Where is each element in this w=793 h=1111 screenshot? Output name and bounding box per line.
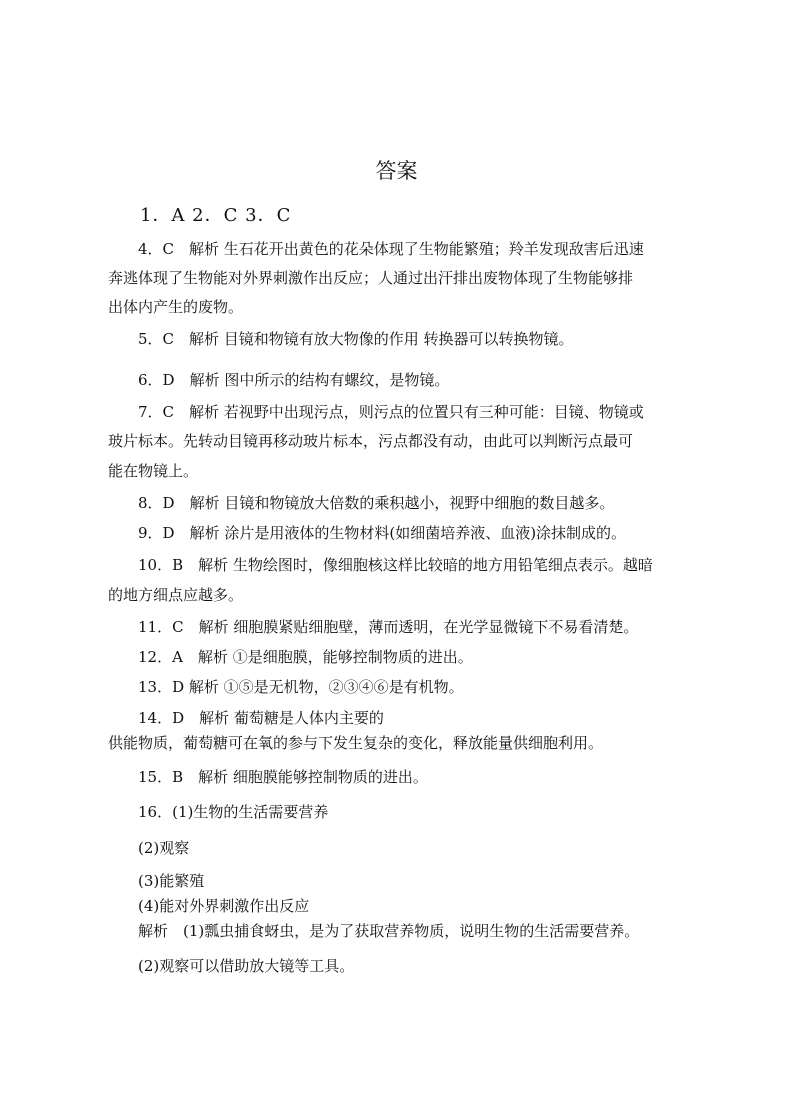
answer-14-cont: 供能物质，葡萄糖可在氧的参与下发生复杂的变化，释放能量供细胞利用。	[108, 734, 604, 752]
answer-8: 8．D 解析 目镜和物镜放大倍数的乘积越小，视野中细胞的数目越多。	[138, 494, 615, 512]
answer-7: 7．C 解析 若视野中出现污点，则污点的位置只有三种可能：目镜、物镜或	[138, 403, 644, 421]
answer-16: 16．(1)生物的生活需要营养	[138, 803, 329, 821]
answer-6: 6．D 解析 图中所示的结构有螺纹，是物镜。	[138, 371, 450, 389]
answer-14: 14．D 解析 葡萄糖是人体内主要的	[138, 709, 384, 727]
page-title: 答案	[375, 159, 418, 183]
answer-16-explanation: 解析 (1)瓢虫捕食蚜虫，是为了获取营养物质，说明生物的生活需要营养。	[138, 922, 640, 940]
answer-9: 9．D 解析 涂片是用液体的生物材料(如细菌培养液、血液)涂抹制成的。	[138, 524, 627, 542]
answer-15: 15．B 解析 细胞膜能够控制物质的进出。	[138, 768, 428, 786]
answer-16-part-2: (2)观察	[138, 839, 190, 857]
answer-16-explanation-2: (2)观察可以借助放大镜等工具。	[138, 957, 355, 975]
answer-10-cont: 的地方细点应越多。	[108, 586, 244, 604]
answer-13: 13．D 解析 ①⑤是无机物，②③④⑥是有机物。	[138, 678, 464, 696]
answer-4-cont-2: 出体内产生的废物。	[108, 298, 244, 316]
answer-11: 11．C 解析 细胞膜紧贴细胞壁，薄而透明，在光学显微镜下不易看清楚。	[138, 618, 639, 636]
answer-5: 5．C 解析 目镜和物镜有放大物像的作用 转换器可以转换物镜。	[138, 330, 574, 348]
answer-7-cont-2: 能在物镜上。	[108, 462, 199, 480]
answer-16-part-4: (4)能对外界刺激作出反应	[138, 897, 310, 915]
answer-12: 12．A 解析 ①是细胞膜，能够控制物质的进出。	[138, 648, 473, 666]
answer-10: 10．B 解析 生物绘图时，像细胞核这样比较暗的地方用铅笔细点表示。越暗	[138, 556, 653, 574]
answer-4-cont-1: 奔逃体现了生物能对外界刺激作出反应；人通过出汗排出废物体现了生物能够排	[108, 269, 634, 287]
answer-4: 4．C 解析 生石花开出黄色的花朵体现了生物能繁殖；羚羊发现敌害后迅速	[138, 240, 644, 258]
answer-line-1-3: 1．A 2．C 3．C	[140, 205, 292, 226]
answer-16-part-3: (3)能繁殖	[138, 872, 205, 890]
answer-7-cont-1: 玻片标本。先转动目镜再移动玻片标本，污点都没有动，由此可以判断污点最可	[108, 432, 634, 450]
